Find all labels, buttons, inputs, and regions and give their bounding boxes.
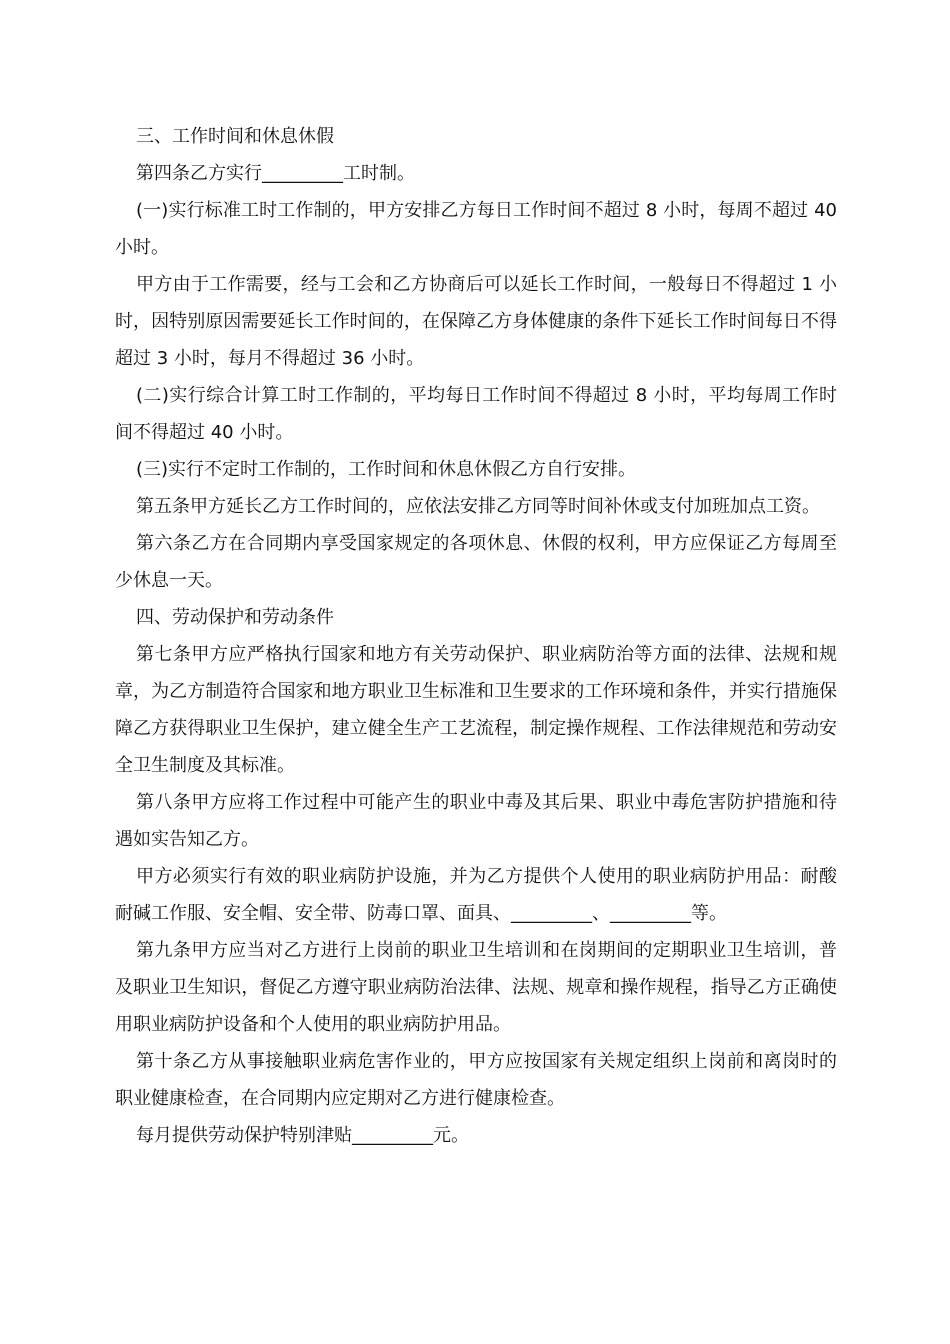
article-8: 第八条甲方应将工作过程中可能产生的职业中毒及其后果、职业中毒危害防护措施和待遇如实告知乙方。 bbox=[115, 792, 837, 850]
article-4-item-1: (一)实行标准工时工作制的，甲方安排乙方每日工作时间不超过 8 小时，每周不超过 40 小时。 bbox=[115, 200, 843, 258]
article-5: 第五条甲方延长乙方工作时间的，应依法安排乙方同等时间补休或支付加班加点工资。 bbox=[136, 496, 820, 517]
article-4-overtime-rule: 甲方由于工作需要，经与工会和乙方协商后可以延长工作时间，一般每日不得超过 1 小时，因特别原因需要延长工作时间的，在保障乙方身体健康的条件下延长工作时间每日不得超过 3 小时，每月不得超过 36 小时。 bbox=[115, 274, 837, 369]
article-9: 第九条甲方应当对乙方进行上岗前的职业卫生培训和在岗期间的定期职业卫生培训，普及职业卫生知识，督促乙方遵守职业病防治法律、法规、规章和操作规程，指导乙方正确使用职业病防护设备和个人使用的职业病防护用品。 bbox=[115, 940, 837, 1035]
monthly-allowance: 每月提供劳动保护特别津贴_________元。 bbox=[136, 1125, 469, 1146]
article-6: 第六条乙方在合同期内享受国家规定的各项休息、休假的权利，甲方应保证乙方每周至少休息一天。 bbox=[115, 533, 837, 591]
article-4-item-3: (三)实行不定时工作制的，工作时间和休息休假乙方自行安排。 bbox=[136, 459, 637, 480]
article-10: 第十条乙方从事接触职业病危害作业的，甲方应按国家有关规定组织上岗前和离岗时的职业健康检查，在合同期内应定期对乙方进行健康检查。 bbox=[115, 1051, 837, 1109]
article-8-protective-equipment: 甲方必须实行有效的职业病防护设施，并为乙方提供个人使用的职业病防护用品：耐酸耐碱工作服、安全帽、安全带、防毒口罩、面具、_________、_________等。 bbox=[115, 866, 837, 924]
section-heading-work-time: 三、工作时间和休息休假 bbox=[136, 126, 334, 147]
article-4-item-2: (二)实行综合计算工时工作制的，平均每日工作时间不得超过 8 小时，平均每周工作时间不得超过 40 小时。 bbox=[115, 385, 837, 443]
contract-body bbox=[115, 118, 843, 1154]
section-heading-labor-protection: 四、劳动保护和劳动条件 bbox=[136, 607, 334, 628]
article-7: 第七条甲方应严格执行国家和地方有关劳动保护、职业病防治等方面的法律、法规和规章，为乙方制造符合国家和地方职业卫生标准和卫生要求的工作环境和条件，并实行措施保障乙方获得职业卫生保护，建立健全生产工艺流程，制定操作规程、工作法律规范和劳动安全卫生制度及其标准。 bbox=[115, 644, 837, 776]
article-4: 第四条乙方实行_________工时制。 bbox=[136, 163, 415, 184]
